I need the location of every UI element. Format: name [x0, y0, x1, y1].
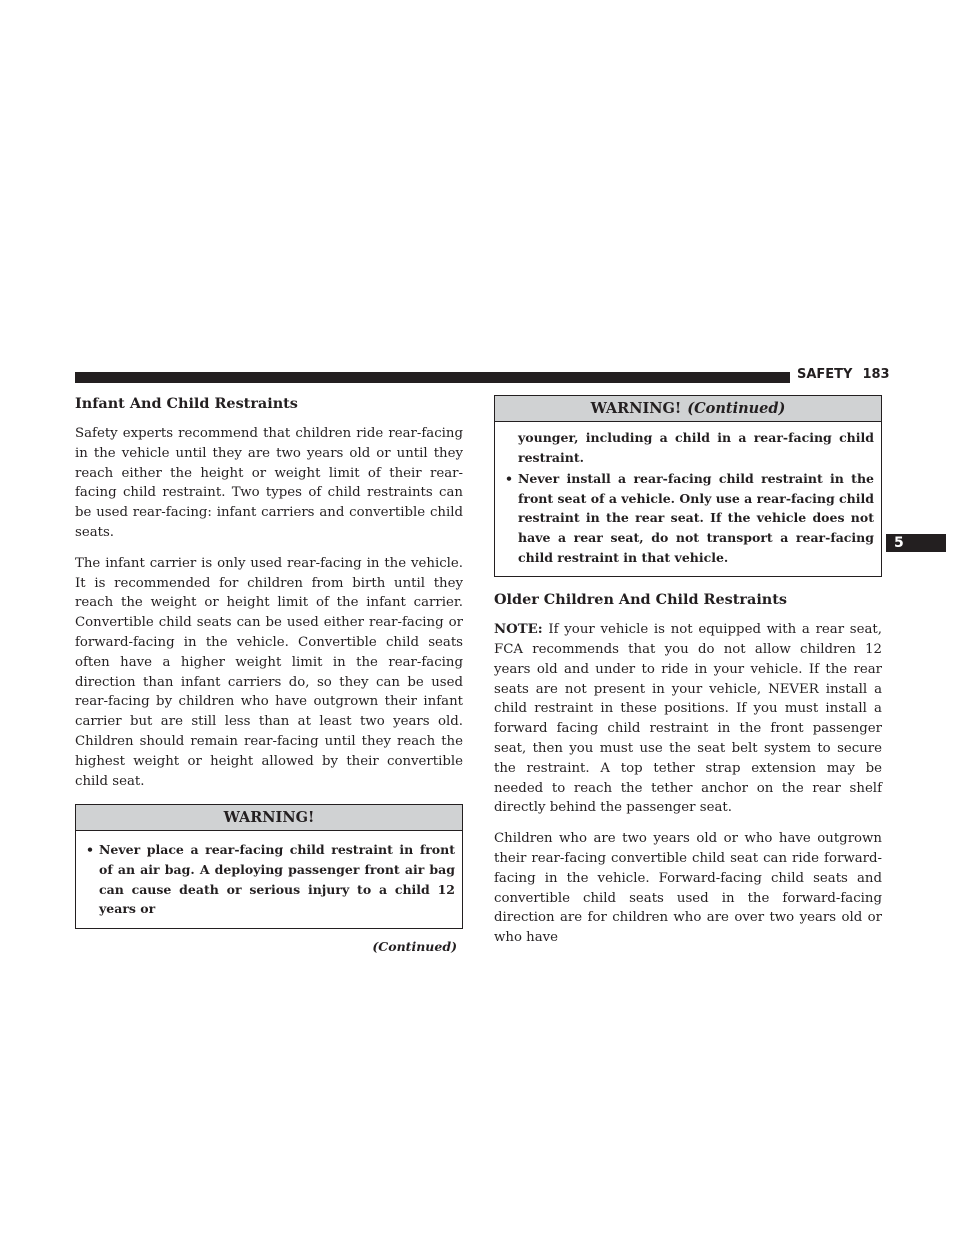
warning-title: WARNING!: [76, 805, 462, 831]
section-heading-older: Older Children And Child Restraints: [494, 591, 788, 609]
paragraph-infant-carrier: The infant carrier is only used rear-facing in the vehicle. It is recommended for children from birth until they reach the weight or height limit of the infant carrier. Convertible child seats can be used either rear-facing or forward-facing in the vehicle. Convertible child seats often have a higher weight limit in the rear-facing direction than infant carriers do, so they can be used rear-facing by children who have outgrown their infant carrier but are still less than at least two years old. Children should remain rear-facing until they reach the highest weight or height allowed by their convertible child seat.: [75, 555, 463, 789]
header-rule: [75, 372, 790, 383]
warning-item: • Never place a rear-facing child restraint in front of an air bag. A deploying passenger front air bag can cause death or serious injury to a child 12 years or: [86, 842, 455, 917]
warning-box-continued: [494, 395, 882, 577]
chapter-tab: 5: [886, 534, 946, 552]
left-column: [75, 394, 463, 954]
paragraph-safety-experts: Safety experts recommend that children ride rear-facing in the vehicle until they are two years old or until they reach either the height or weight limit of their rear-facing child restraint. Two types of child restraints can be used rear-facing: infant carriers and convertible child seats.: [75, 426, 463, 540]
paragraph-older-children: Children who are two years old or who have outgrown their rear-facing convertible child seat can ride forward-facing in the vehicle. Forward-facing child seats and convertible child seats used in the forward-facing direction are for children who are over two years old or who have: [494, 831, 882, 946]
paragraph-note: NOTE: If your vehicle is not equipped with a rear seat, FCA recommends that you do not allow children 12 years old and under to ride in your vehicle. If the rear seats are not present in your vehicle, NEVER install a child restraint in these positions. If you must install a forward facing child restraint in the front passenger seat, then you must use the seat belt system to secure the restraint. A top tether strap extension may be needed to reach the tether anchor on the rear shelf directly behind the passenger seat.: [494, 622, 882, 816]
warning-item: • Never install a rear-facing child restraint in the front seat of a vehicle. Only use a rear-facing child restraint in the rear seat. If the vehicle does not have a rear seat, do not transport a rear-facing child restraint in that vehicle.: [505, 471, 874, 565]
continued-label: (Continued): [372, 938, 457, 954]
note-label: NOTE:: [494, 622, 543, 638]
bullet-icon: •: [505, 471, 513, 487]
running-header: [797, 367, 890, 382]
warning-continuation: younger, including a child in a rear-facing child restraint.: [518, 430, 874, 465]
warning-title-continued: WARNING! (Continued): [495, 396, 881, 422]
right-column: [494, 394, 882, 959]
section-title: SAFETY: [797, 367, 853, 382]
section-heading-infant: Infant And Child Restraints: [75, 395, 298, 412]
warning-box: [75, 804, 463, 928]
page-number: 183: [862, 367, 890, 382]
warning-body-continued: [495, 422, 881, 576]
bullet-icon: •: [86, 842, 94, 858]
warning-body: [76, 831, 462, 927]
